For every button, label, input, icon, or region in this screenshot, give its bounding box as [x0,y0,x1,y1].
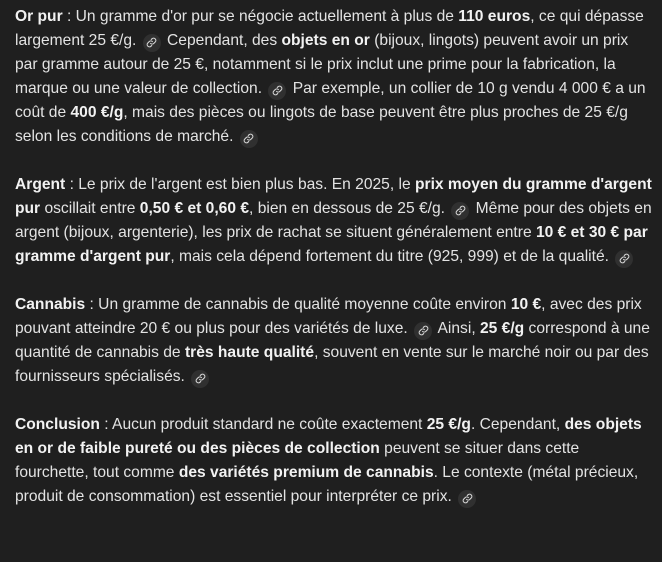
bold-text: objets en or [281,32,370,49]
source-link-button[interactable] [268,82,286,100]
link-icon [146,37,157,48]
body-text: , mais des pièces ou lingots de base peuvent être plus proches de 25 €/g selon les conditions de marché. [15,104,628,145]
link-icon [619,253,630,264]
body-text: (bijoux, lingots) peuvent avoir un prix par gramme autour de 25 €, notamment si le prix inclut une prime pour la fabrication, la marque ou une valeur de collection. [15,32,629,97]
bold-text: 10 € [510,296,542,313]
source-link-button[interactable] [458,490,476,508]
bold-text: prix moyen du gramme d'argent pur [15,176,652,217]
bold-text: 0,50 € et 0,60 € [139,200,250,217]
link-icon [243,133,254,144]
bold-text: Argent [15,176,66,193]
link-icon [455,205,466,216]
bold-text: Conclusion [15,416,100,433]
body-text: Ainsi, [434,320,480,337]
body-text: , souvent en vente sur le marché noir ou par des fournisseurs spécialisés. [15,344,649,385]
source-link-button[interactable] [143,34,161,52]
body-text: Par exemple, un collier de 10 g vendu 4 000 € a un coût de [15,80,646,121]
bold-text: 25 €/g [479,320,525,337]
body-text: , mais cela dépend fortement du titre (925, 999) et de la qualité. [170,248,614,265]
paragraph-cannabis [15,293,655,389]
body-text: , ce qui dépasse largement 25 €/g. [15,8,644,49]
link-icon [462,493,473,504]
source-link-button[interactable] [191,370,209,388]
bold-text: 400 €/g [70,104,124,121]
bold-text: des objets en or de faible pureté ou des pièces de collection [15,416,642,457]
body-text: peuvent se situer dans cette fourchette, tout comme [15,440,580,481]
body-text: . Cependant, [470,416,565,433]
source-link-button[interactable] [414,322,432,340]
body-text: : Le prix de l'argent est bien plus bas. En 2025, le [65,176,415,193]
chat-response [15,5,655,533]
bold-text: 110 euros [458,8,531,25]
paragraph-or [15,5,655,149]
paragraph-conclusion [15,413,655,509]
link-icon [195,373,206,384]
body-text: . Le contexte (métal précieux, produit de consommation) est essentiel pour interpréter ce prix. [15,464,639,505]
source-link-button[interactable] [451,202,469,220]
body-text: correspond à une quantité de cannabis de [15,320,650,361]
bold-text: Cannabis [15,296,86,313]
body-text: , avec des prix pouvant atteindre 20 € ou plus pour des variétés de luxe. [15,296,642,337]
source-link-button[interactable] [240,130,258,148]
bold-text: des variétés premium de cannabis [178,464,434,481]
source-link-button[interactable] [615,250,633,268]
body-text: : Un gramme de cannabis de qualité moyenne coûte environ [85,296,511,313]
body-text: : Un gramme d'or pur se négocie actuellement à plus de [62,8,459,25]
paragraph-argent [15,173,655,269]
body-text: Cependant, des [162,32,282,49]
body-text: oscillait entre [40,200,140,217]
body-text: , bien en dessous de 25 €/g. [249,200,450,217]
bold-text: 10 € et 30 € par gramme d'argent pur [15,224,648,265]
bold-text: Or pur [15,8,63,25]
link-icon [272,85,283,96]
body-text: : Aucun produit standard ne coûte exactement [99,416,427,433]
bold-text: très haute qualité [184,344,315,361]
bold-text: 25 €/g [426,416,471,433]
link-icon [418,325,429,336]
body-text: Même pour des objets en argent (bijoux, argenterie), les prix de rachat se situent généralement entre [15,200,652,241]
